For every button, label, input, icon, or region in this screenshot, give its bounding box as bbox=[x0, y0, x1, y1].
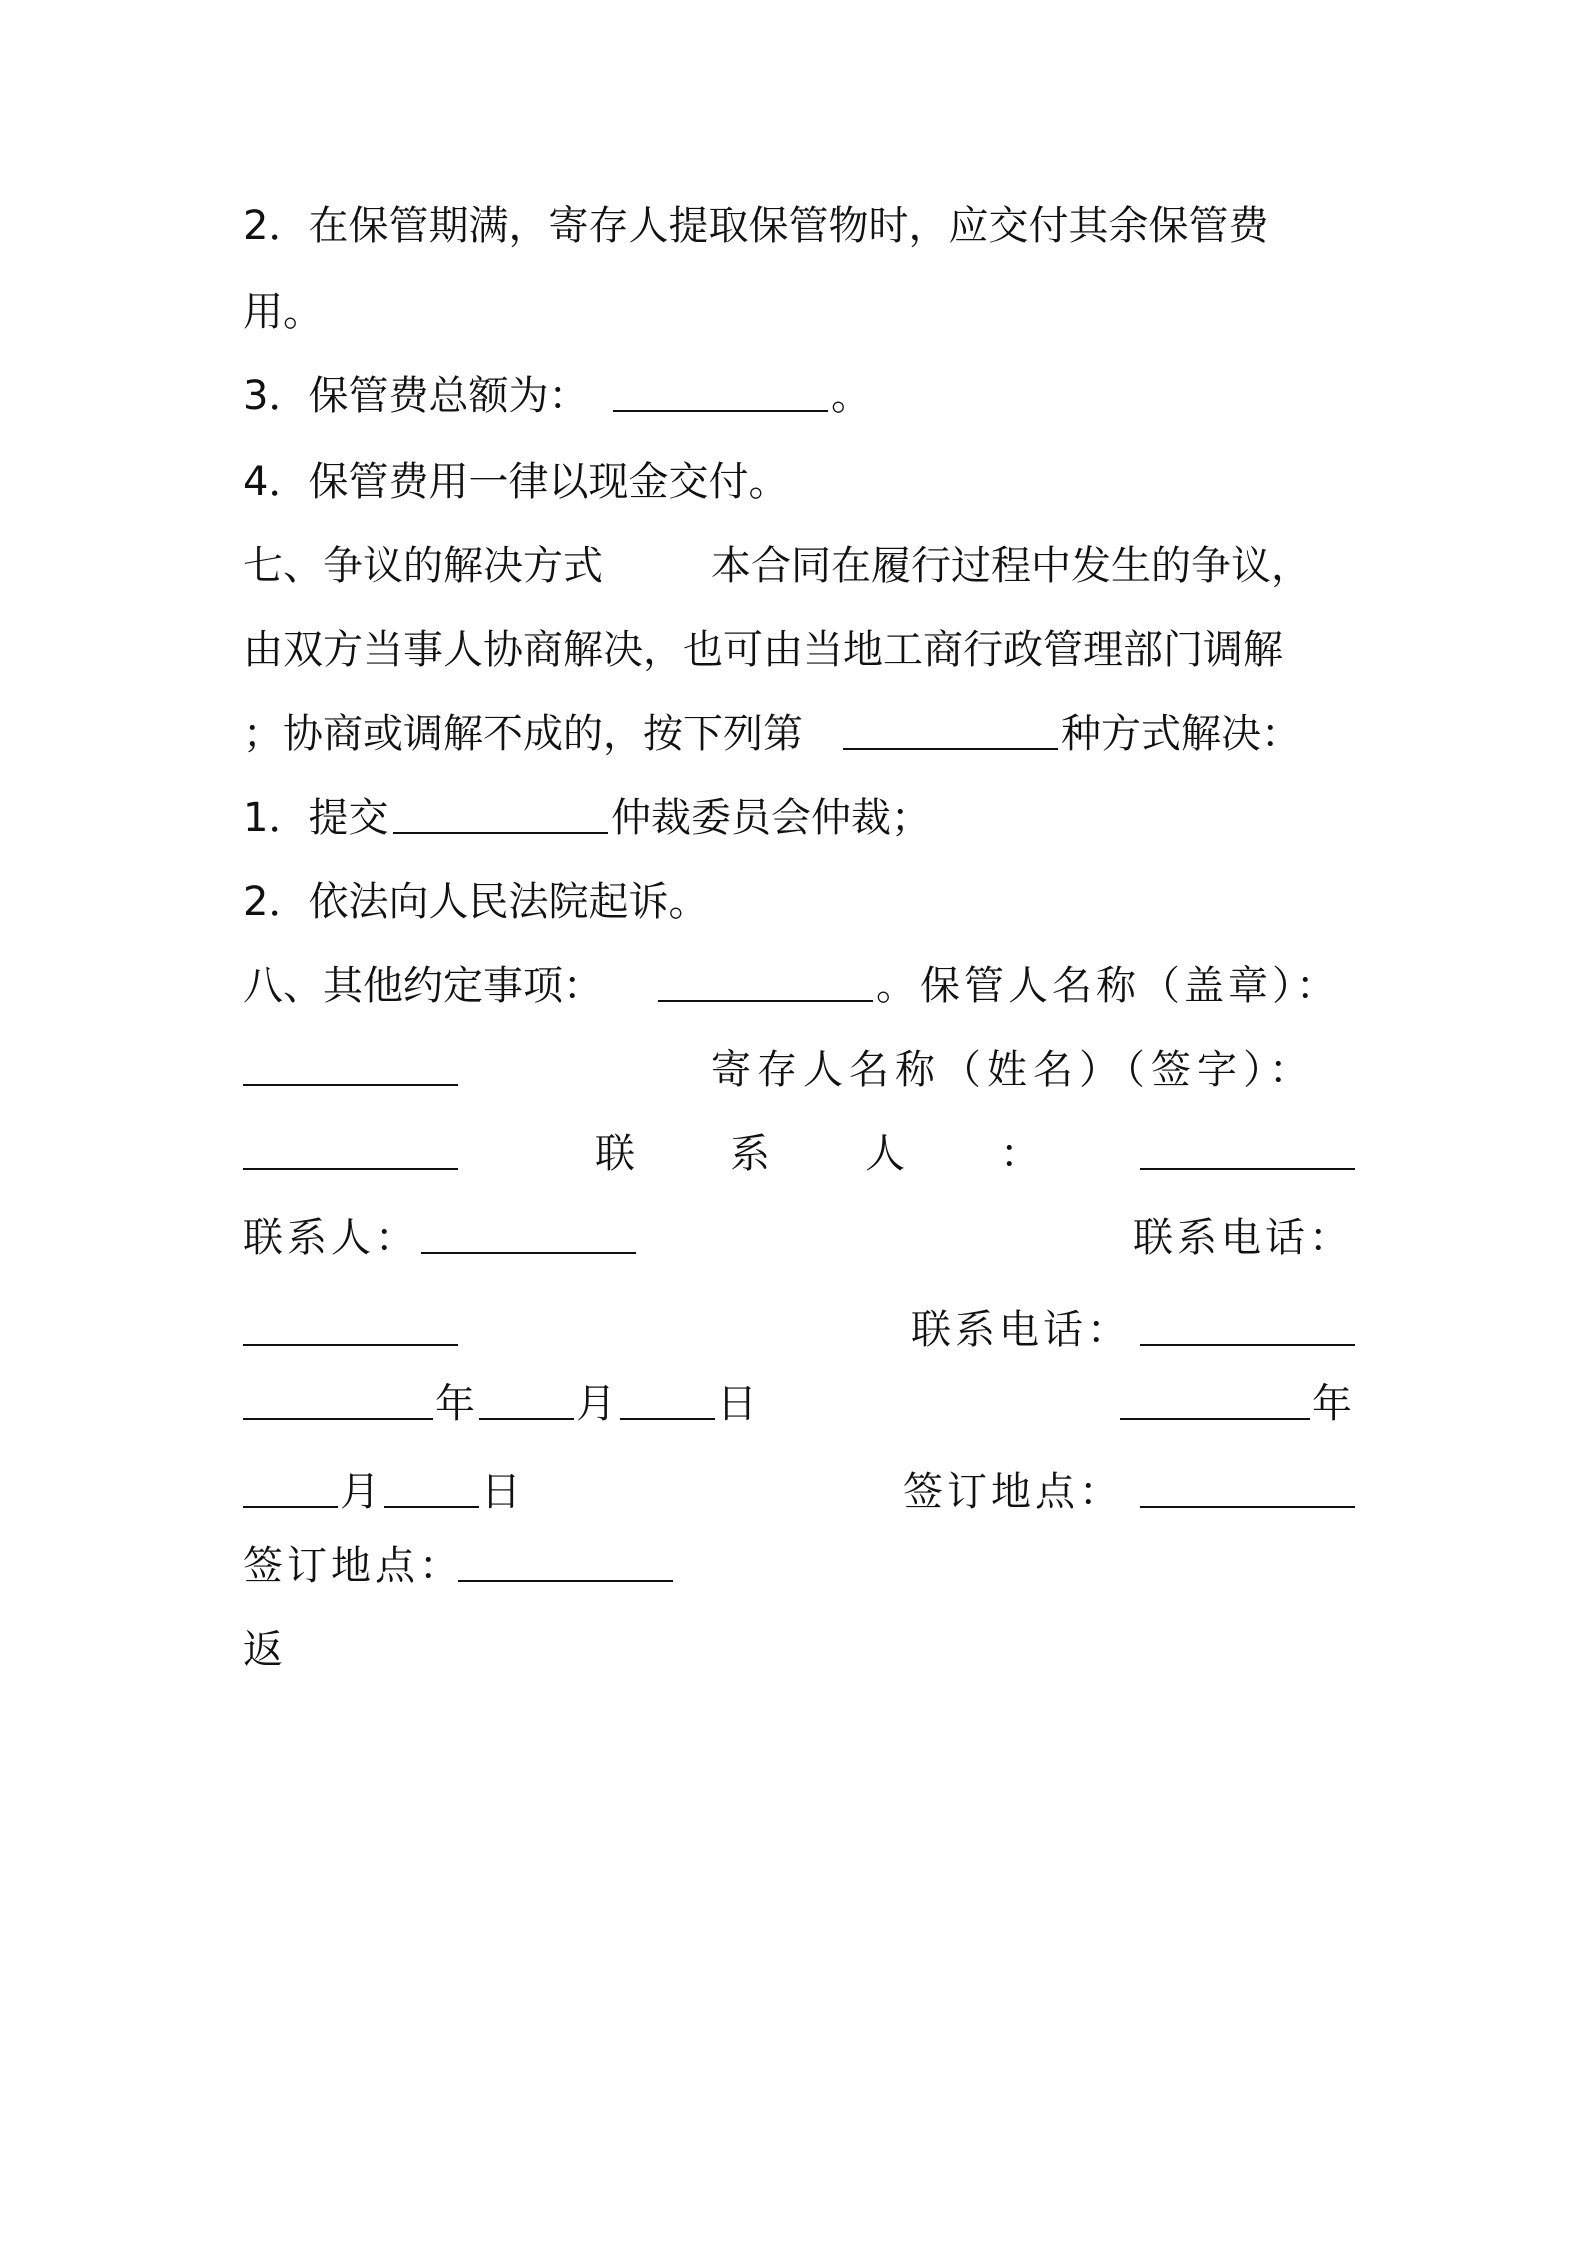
clause-6-item-2-line-1 bbox=[243, 196, 1358, 256]
text: 1．提交 bbox=[243, 795, 389, 841]
text: 系 bbox=[730, 1131, 770, 1177]
depositor-name-label: 寄存人名称（姓名）（签字）： bbox=[711, 1047, 1315, 1093]
date-line-1 bbox=[243, 1374, 1358, 1434]
day-blank bbox=[620, 1374, 715, 1420]
text: 本合同在履行过程中发生的争议， bbox=[711, 543, 1311, 589]
month-blank bbox=[479, 1374, 574, 1420]
depositor-name-line bbox=[243, 1040, 1358, 1100]
signing-place-label: 签订地点： bbox=[243, 1543, 463, 1589]
text: 日 bbox=[481, 1469, 521, 1515]
contact-person-spaced-line bbox=[243, 1124, 1358, 1184]
text: 月 bbox=[576, 1381, 616, 1427]
depositor-name-blank bbox=[243, 1124, 458, 1170]
text: 用。 bbox=[243, 289, 323, 335]
section-heading: 八、其他约定事项： bbox=[243, 963, 603, 1009]
text: ： bbox=[1000, 1131, 1040, 1177]
text: 3．保管费总额为： bbox=[243, 373, 589, 419]
text: 年 bbox=[1312, 1381, 1352, 1427]
text: 仲裁委员会仲裁； bbox=[611, 795, 931, 841]
text: 2．依法向人民法院起诉。 bbox=[243, 879, 709, 925]
text: 返 bbox=[243, 1627, 283, 1673]
phone-line bbox=[243, 1300, 1358, 1360]
text: 种方式解决： bbox=[1061, 711, 1301, 757]
clause-6-item-4 bbox=[243, 452, 1358, 512]
other-terms-blank bbox=[658, 956, 873, 1002]
custodian-phone-blank bbox=[243, 1300, 458, 1346]
method-number-blank bbox=[843, 704, 1058, 750]
clause-7-line-2 bbox=[243, 620, 1358, 680]
custodian-contact-blank bbox=[1140, 1124, 1355, 1170]
signing-place-blank bbox=[1140, 1462, 1355, 1508]
phone-label: 联系电话： bbox=[911, 1307, 1131, 1353]
arbitration-blank bbox=[393, 788, 608, 834]
year-blank bbox=[243, 1374, 433, 1420]
signing-place-blank bbox=[458, 1536, 673, 1582]
clause-6-item-2-line-2 bbox=[243, 282, 1358, 342]
contact-person-label: 联系人： bbox=[243, 1215, 419, 1261]
text: 人 bbox=[865, 1131, 905, 1177]
date-line-2 bbox=[243, 1462, 1358, 1522]
signing-place-line bbox=[243, 1536, 1358, 1596]
custodian-name-label: 。保管人名称（盖章）： bbox=[876, 963, 1340, 1009]
signing-place-label: 签订地点： bbox=[903, 1469, 1123, 1515]
text: 年 bbox=[435, 1381, 475, 1427]
clause-7-item-2 bbox=[243, 872, 1358, 932]
text: 日 bbox=[717, 1381, 757, 1427]
text: 联 bbox=[595, 1131, 635, 1177]
back-text-line bbox=[243, 1620, 1358, 1680]
contact-line bbox=[243, 1208, 1358, 1268]
depositor-contact-blank bbox=[421, 1208, 636, 1254]
text: 4．保管费用一律以现金交付。 bbox=[243, 459, 789, 505]
day-blank bbox=[384, 1462, 479, 1508]
clause-7-item-1 bbox=[243, 788, 1358, 848]
clause-7-heading bbox=[243, 536, 1358, 596]
text: 月 bbox=[340, 1469, 380, 1515]
text: 。 bbox=[831, 373, 871, 419]
year-blank bbox=[1120, 1374, 1310, 1420]
phone-label: 联系电话： bbox=[1133, 1215, 1353, 1261]
custodian-name-blank bbox=[243, 1040, 458, 1086]
clause-8-heading bbox=[243, 956, 1358, 1016]
text: ；协商或调解不成的，按下列第 bbox=[243, 711, 803, 757]
depositor-phone-blank bbox=[1140, 1300, 1355, 1346]
text: 2．在保管期满，寄存人提取保管物时，应交付其余保管费 bbox=[243, 203, 1269, 249]
fee-total-blank bbox=[613, 366, 828, 412]
text: 由双方当事人协商解决，也可由当地工商行政管理部门调解 bbox=[243, 627, 1283, 673]
clause-6-item-3 bbox=[243, 366, 1358, 426]
month-blank bbox=[243, 1462, 338, 1508]
clause-7-line-3 bbox=[243, 704, 1358, 764]
section-heading: 七、争议的解决方式 bbox=[243, 543, 603, 589]
